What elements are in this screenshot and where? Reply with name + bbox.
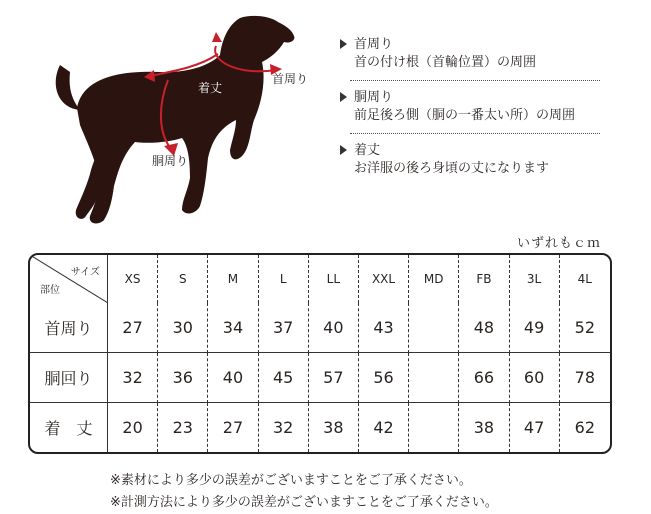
triangle-bullet-icon (340, 92, 347, 102)
footnotes (110, 470, 498, 514)
figure-label-chest: 胴周り (152, 154, 189, 168)
table-cell: 37 (259, 303, 309, 353)
table-cell: 20 (108, 403, 158, 452)
table-cell: 34 (208, 303, 258, 353)
table-cell: 56 (359, 353, 409, 403)
table-cell: 40 (208, 353, 258, 403)
table-cell: 43 (359, 303, 409, 353)
table-cell: 38 (459, 403, 509, 452)
corner-size-label: サイズ (70, 267, 100, 278)
table-header-row (30, 255, 610, 303)
legend-desc: 前足後ろ側（胴の一番太い所）の周囲 (354, 108, 576, 123)
figure-label-neck: 首周り (272, 72, 309, 86)
legend-item-neck (340, 36, 600, 72)
measurement-legend (340, 36, 600, 178)
table-cell: 45 (259, 353, 309, 403)
table-cell: 49 (510, 303, 560, 353)
table-cell: 60 (510, 353, 560, 403)
table-row (30, 353, 610, 403)
size-header: MD (409, 255, 459, 303)
size-header: LL (309, 255, 359, 303)
table-row (30, 403, 610, 452)
triangle-bullet-icon (340, 145, 347, 155)
table-cell (409, 403, 459, 452)
size-chart-table (28, 253, 612, 454)
dog-measurement-illustration (40, 10, 330, 230)
size-header: M (208, 255, 258, 303)
figure-label-length: 着丈 (198, 81, 223, 95)
size-header: 3L (510, 255, 560, 303)
table-cell: 42 (359, 403, 409, 452)
table-cell (409, 353, 459, 403)
table-cell: 52 (560, 303, 610, 353)
size-header: XXL (359, 255, 409, 303)
table-cell: 48 (459, 303, 509, 353)
table-cell (409, 303, 459, 353)
unit-note: いずれもｃｍ (517, 236, 602, 251)
table-cell: 40 (309, 303, 359, 353)
table-cell: 47 (510, 403, 560, 452)
table-corner-cell (30, 255, 108, 303)
table-cell: 57 (309, 353, 359, 403)
table-cell: 32 (108, 353, 158, 403)
row-label: 胴回り (30, 353, 108, 403)
dotted-divider (350, 133, 600, 134)
row-label: 首周り (30, 303, 108, 353)
table-cell: 32 (259, 403, 309, 452)
corner-part-label: 部位 (40, 285, 60, 296)
table-cell: 78 (560, 353, 610, 403)
dog-silhouette (56, 16, 295, 224)
table-cell: 66 (459, 353, 509, 403)
footnote: ※素材により多少の誤差がございますことをご了承ください。 (110, 473, 472, 488)
dotted-divider (350, 80, 600, 81)
footnote: ※計測方法により多少の誤差がございますことをご了承ください。 (110, 495, 498, 510)
legend-title: 首周り (354, 37, 394, 52)
legend-desc: お洋服の後ろ身頃の丈になります (354, 161, 550, 176)
table-cell: 23 (158, 403, 208, 452)
table-row (30, 303, 610, 353)
table-cell: 30 (158, 303, 208, 353)
legend-desc: 首の付け根（首輪位置）の周囲 (354, 55, 537, 70)
legend-item-length (340, 142, 600, 178)
table-cell: 36 (158, 353, 208, 403)
size-header: L (259, 255, 309, 303)
table-cell: 38 (309, 403, 359, 452)
size-header: FB (459, 255, 509, 303)
legend-title: 着丈 (354, 143, 381, 158)
size-header: XS (108, 255, 158, 303)
size-header: 4L (577, 272, 592, 286)
table-cell: 27 (108, 303, 158, 353)
legend-title: 胴周り (354, 90, 394, 105)
triangle-bullet-icon (340, 39, 347, 49)
legend-item-chest (340, 89, 600, 125)
table-cell: 62 (574, 418, 596, 437)
table-cell: 27 (208, 403, 258, 452)
row-label: 着 丈 (30, 403, 108, 452)
size-header: S (158, 255, 208, 303)
